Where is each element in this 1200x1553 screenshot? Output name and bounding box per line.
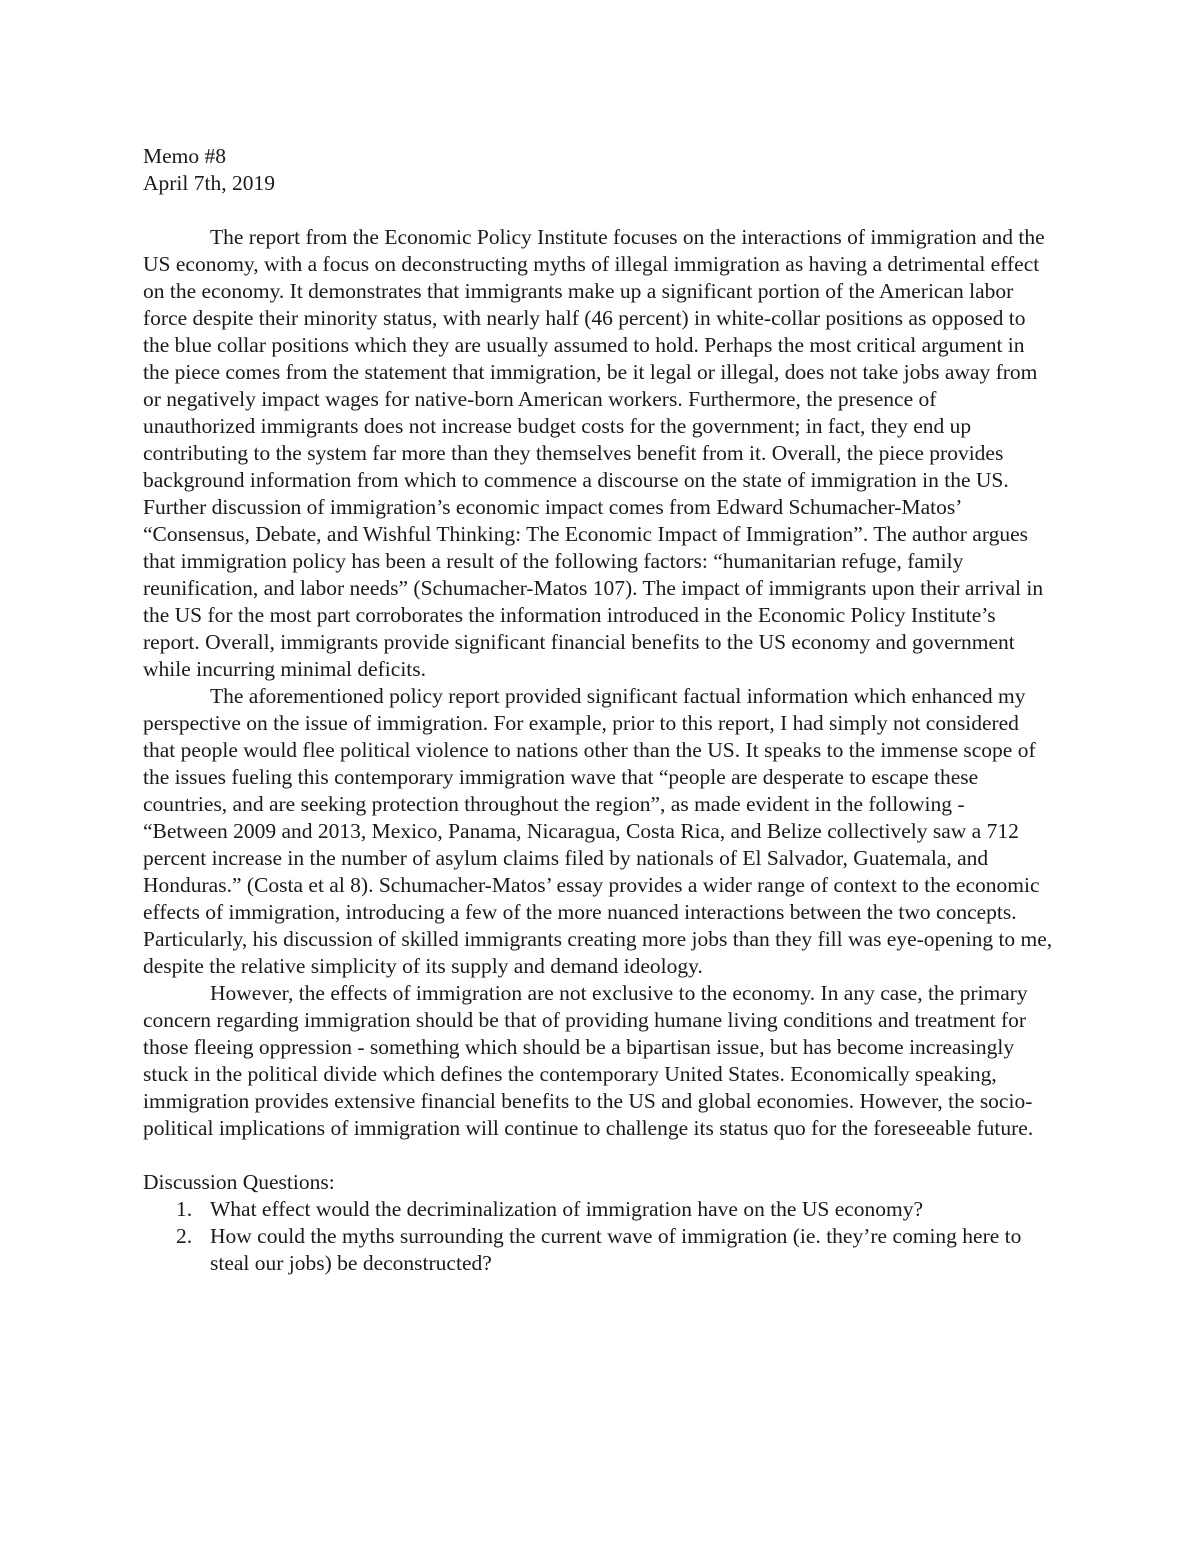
- spacer: [143, 197, 1053, 224]
- discussion-question: [143, 1223, 1053, 1277]
- question-text: How could the myths surrounding the current wave of immigration (ie. they’re coming here to steal our jobs) be deconstructed?: [210, 1224, 1022, 1275]
- discussion-question: [143, 1196, 1053, 1223]
- discussion-question-list: [143, 1196, 1053, 1277]
- memo-body: [143, 143, 1053, 1277]
- question-text: What effect would the decriminalization of immigration have on the US economy?: [210, 1197, 924, 1221]
- question-number: 2.: [176, 1224, 193, 1248]
- spacer: [143, 1142, 1053, 1169]
- discussion-heading: Discussion Questions:: [143, 1170, 335, 1194]
- paragraph-1: The report from the Economic Policy Institute focuses on the interactions of immigration and the US economy, with a focus on deconstructing myths of illegal immigration as having a detrimental effect on the economy. It demonstrates that immigrants make up a significant portion of the American labor force despite their minority status, with nearly half (46 percent) in white-collar positions as opposed to the blue collar positions which they are usually assumed to hold. Perhaps the most critical argument in the piece comes from the statement that immigration, be it legal or illegal, does not take jobs away from or negatively impact wages for native-born American workers. Furthermore, the presence of unauthorized immigrants does not increase budget costs for the government; in fact, they end up contributing to the system far more than they themselves benefit from it. Overall, the piece provides background information from which to commence a discourse on the state of immigration in the US. Further discussion of immigration’s economic impact comes from Edward Schumacher-Matos’ “Consensus, Debate, and Wishful Thinking: The Economic Impact of Immigration”. The author argues that immigration policy has been a result of the following factors: “humanitarian refuge, family reunification, and labor needs” (Schumacher-Matos 107). The impact of immigrants upon their arrival in the US for the most part corroborates the information introduced in the Economic Policy Institute’s report. Overall, immigrants provide significant financial benefits to the US economy and government while incurring minimal deficits.: [143, 225, 1045, 681]
- memo-title: Memo #8: [143, 144, 227, 168]
- paragraph-3: However, the effects of immigration are not exclusive to the economy. In any case, the primary concern regarding immigration should be that of providing humane living conditions and treatment for those fleeing oppression - something which should be a bipartisan issue, but has become increasingly stuck in the political divide which defines the contemporary United States. Economically speaking, immigration provides extensive financial benefits to the US and global economies. However, the socio-political implications of immigration will continue to challenge its status quo for the foreseeable future.: [143, 981, 1034, 1140]
- question-number: 1.: [176, 1197, 193, 1221]
- memo-date: April 7th, 2019: [143, 171, 275, 195]
- paragraph-2: The aforementioned policy report provided significant factual information which enhanced my perspective on the issue of immigration. For example, prior to this report, I had simply not considered that people would flee political violence to nations other than the US. It speaks to the immense scope of the issues fueling this contemporary immigration wave that “people are desperate to escape these countries, and are seeking protection throughout the region”, as made evident in the following - “Between 2009 and 2013, Mexico, Panama, Nicaragua, Costa Rica, and Belize collectively saw a 712 percent increase in the number of asylum claims filed by nationals of El Salvador, Guatemala, and Honduras.” (Costa et al 8). Schumacher-Matos’ essay provides a wider range of context to the economic effects of immigration, introducing a few of the more nuanced interactions between the two concepts. Particularly, his discussion of skilled immigrants creating more jobs than they fill was eye-opening to me, despite the relative simplicity of its supply and demand ideology.: [143, 684, 1053, 978]
